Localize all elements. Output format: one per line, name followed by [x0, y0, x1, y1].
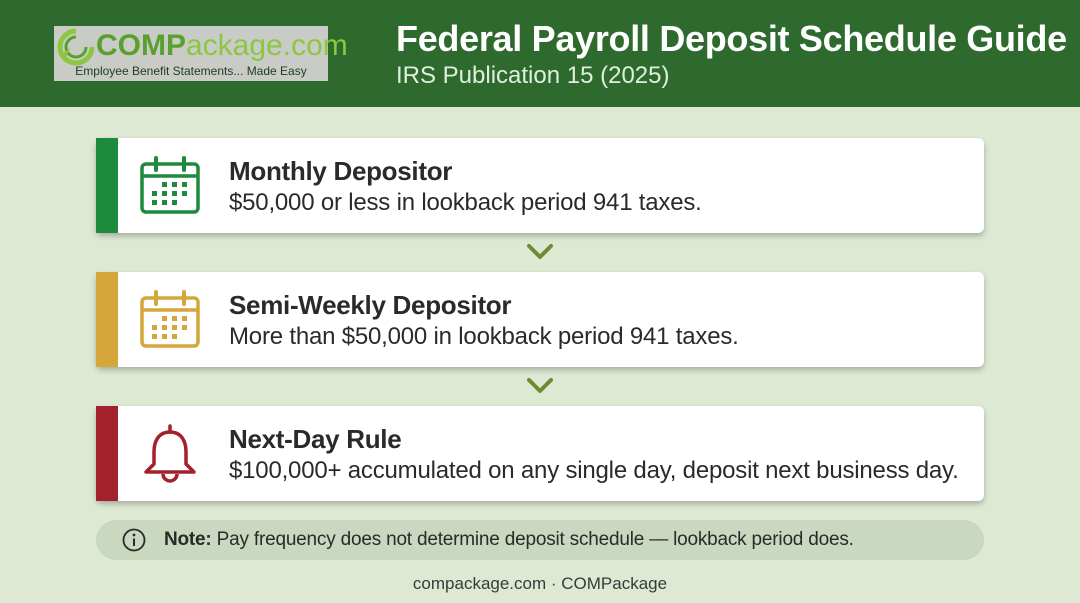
- card-semi-weekly-depositor: [96, 272, 984, 367]
- bell-icon: [138, 422, 202, 486]
- card-title: Next-Day Rule: [229, 424, 402, 454]
- note-bar: [96, 520, 984, 560]
- card-next-day-rule: [96, 406, 984, 501]
- card-accent-bar: [96, 138, 118, 233]
- header-banner: [0, 0, 1080, 107]
- logo-tagline: Employee Benefit Statements... Made Easy: [75, 64, 307, 78]
- chevron-down-icon: [525, 376, 555, 396]
- calendar-icon: [138, 154, 202, 218]
- card-description: $50,000 or less in lookback period 941 taxes.: [229, 189, 702, 216]
- card-accent-bar: [96, 272, 118, 367]
- card-description: $100,000+ accumulated on any single day, deposit next business day.: [229, 457, 959, 484]
- card-description: More than $50,000 in lookback period 941 taxes.: [229, 323, 739, 350]
- logo-swirl-icon: [56, 28, 96, 66]
- card-title: Semi-Weekly Depositor: [229, 290, 512, 320]
- card-monthly-depositor: [96, 138, 984, 233]
- company-logo[interactable]: [54, 26, 348, 81]
- card-accent-bar: [96, 406, 118, 501]
- calendar-icon: [138, 288, 202, 352]
- info-icon: [122, 528, 146, 552]
- page-subtitle: IRS Publication 15 (2025): [396, 62, 670, 89]
- card-title: Monthly Depositor: [229, 156, 453, 186]
- note-text: [164, 529, 854, 551]
- logo-wordmark: COMPackage.com: [96, 29, 348, 62]
- note-label: Note:: [164, 529, 212, 550]
- footer-credit: compackage.com · COMPackage: [412, 574, 668, 593]
- page-title: Federal Payroll Deposit Schedule Guide: [396, 18, 1067, 59]
- note-body: Pay frequency does not determine deposit schedule — lookback period does.: [216, 529, 854, 550]
- chevron-down-icon: [525, 242, 555, 262]
